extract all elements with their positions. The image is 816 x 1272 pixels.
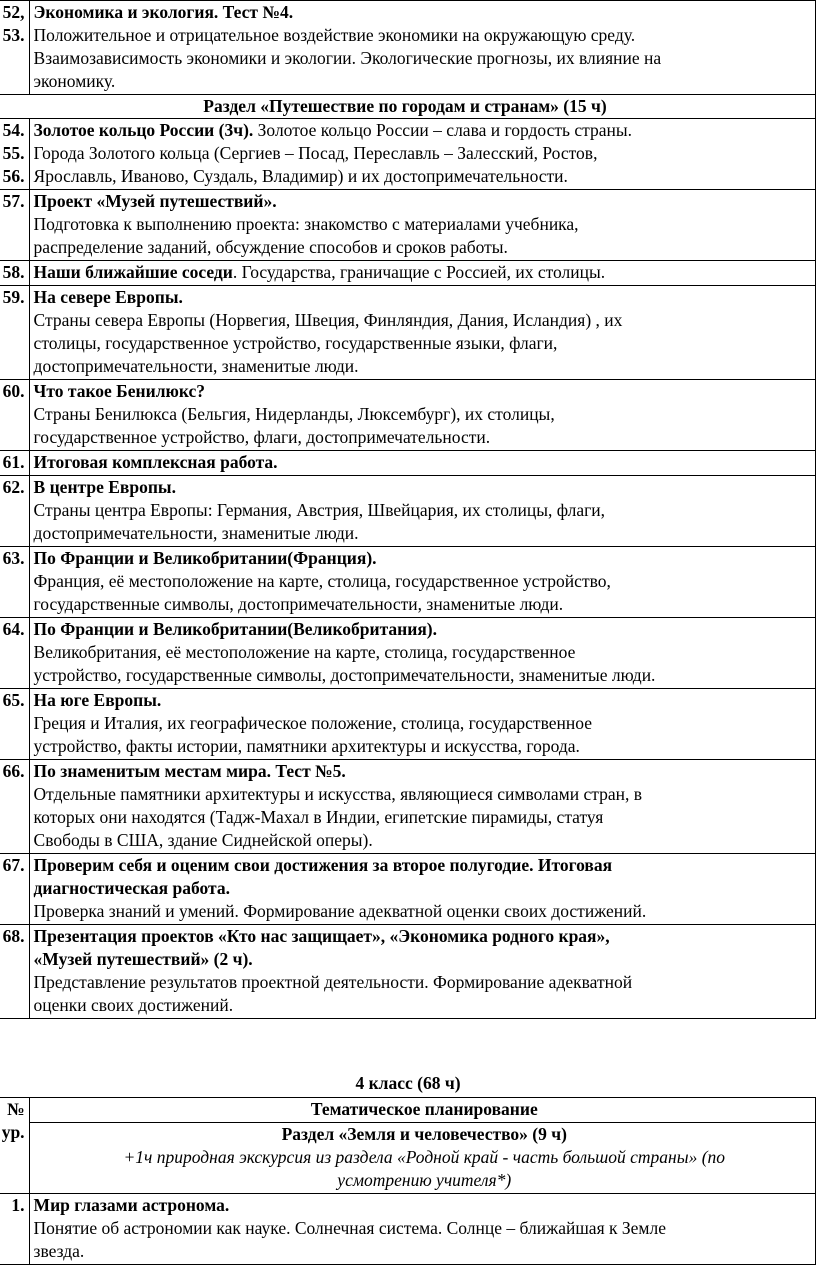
lesson-desc-line: звезда. — [33, 1241, 85, 1261]
lesson-number-header-text: № ур. — [1, 1099, 25, 1142]
lesson-title-line — [34, 380, 815, 403]
lesson-number — [0, 925, 29, 1019]
lesson-title: В центре Европы. — [33, 477, 176, 497]
lesson-title: Проект «Музей путешествий». — [33, 191, 277, 211]
section-note-line-2: усмотрению учителя*) — [337, 1170, 512, 1190]
lesson-number-text: 52, 53. — [2, 2, 25, 45]
lesson-title-line — [34, 1, 815, 24]
lesson-content — [29, 618, 815, 689]
lesson-number-text: 59. — [2, 287, 25, 307]
lesson-number — [0, 119, 29, 190]
lesson-desc-line: устройство, факты истории, памятники архитектуры и искусства, города. — [33, 736, 580, 756]
lesson-number-text: 57. — [2, 191, 25, 211]
table-row — [0, 261, 816, 286]
lesson-content — [29, 1, 815, 95]
lesson-desc-line: Страны севера Европы (Норвегия, Швеция, Финляндия, Дания, Исландия) , их — [33, 310, 623, 330]
lesson-desc-line: Взаимозависимость экономики и экологии. Экологические прогнозы, их влияние на — [33, 48, 662, 68]
lesson-number — [0, 547, 29, 618]
lesson-number — [0, 476, 29, 547]
table-row — [0, 119, 816, 190]
lesson-content — [29, 286, 815, 380]
lesson-title-line — [34, 618, 815, 641]
lesson-number — [0, 451, 29, 476]
lesson-desc-line: Положительное и отрицательное воздействие экономики на окружающую среду. — [33, 25, 636, 45]
lesson-title-line: диагностическая работа. — [33, 878, 230, 898]
lesson-desc-line: Представление результатов проектной деятельности. Формирование адекватной — [33, 972, 633, 992]
lesson-content — [29, 190, 815, 261]
lesson-content — [29, 119, 815, 190]
lesson-title-line — [34, 190, 815, 213]
table-row — [0, 1, 816, 95]
table-row — [0, 190, 816, 261]
lesson-content — [29, 451, 815, 476]
table-row — [0, 451, 816, 476]
lesson-number-text: 64. — [2, 619, 25, 639]
lesson-desc-line: Страны Бенилюкса (Бельгия, Нидерланды, Люксембург), их столицы, — [33, 404, 555, 424]
lesson-desc-line: которых они находятся (Тадж-Махал в Индии, египетские пирамиды, статуя — [33, 807, 604, 827]
table-row — [0, 380, 816, 451]
lesson-number-text: 65. — [2, 690, 25, 710]
lesson-title: По Франции и Великобритании(Великобритания). — [33, 619, 438, 639]
lesson-number-text: 67. — [2, 855, 25, 875]
lesson-desc-line: оценки своих достижений. — [33, 995, 234, 1015]
lesson-title: Мир глазами астронома. — [33, 1195, 230, 1215]
lesson-desc-line: распределение заданий, обсуждение способов и сроков работы. — [33, 237, 508, 257]
section-title: Раздел «Земля и человечество» (9 ч) — [281, 1124, 567, 1144]
lesson-content — [29, 925, 815, 1019]
lesson-title: На юге Европы. — [33, 690, 162, 710]
lesson-title-line — [34, 451, 815, 474]
lesson-title-line: Презентация проектов «Кто нас защищает», «Экономика родного края», — [33, 926, 610, 946]
lesson-number-text: 54. 55. 56. — [2, 120, 25, 186]
lesson-title-line — [34, 476, 815, 499]
table-row — [0, 925, 816, 1019]
lesson-title: По знаменитым местам мира. Тест №5. — [33, 761, 346, 781]
grade-heading: 4 класс (68 ч) — [355, 1073, 461, 1093]
lesson-number — [0, 760, 29, 854]
lesson-title-rest: . Государства, граничащие с Россией, их столицы. — [232, 262, 606, 282]
lesson-desc-line: экономику. — [33, 71, 116, 91]
lesson-number-text: 66. — [2, 761, 25, 781]
lesson-number — [0, 261, 29, 286]
grade4-section-row — [0, 1123, 816, 1194]
lesson-desc-line: столицы, государственное устройство, государственные языки, флаги, — [33, 333, 558, 353]
lesson-desc-line: достопримечательности, знаменитые люди. — [33, 523, 359, 543]
lesson-title: Итоговая комплексная работа. — [33, 452, 278, 472]
lesson-number-text: 62. — [2, 477, 25, 497]
lesson-number-text: 61. — [2, 452, 25, 472]
table-row — [0, 286, 816, 380]
lesson-desc-line: Страны центра Европы: Германия, Австрия, Швейцария, их столицы, флаги, — [33, 500, 606, 520]
lesson-content — [29, 854, 815, 925]
lesson-number-text: 60. — [2, 381, 25, 401]
table-row — [0, 547, 816, 618]
lesson-number-text: 58. — [2, 262, 25, 282]
lesson-desc-line: Понятие об астрономии как науке. Солнечная система. Солнце – ближайшая к Земле — [33, 1218, 666, 1238]
lesson-desc-line: Греция и Италия, их географическое положение, столица, государственное — [33, 713, 592, 733]
section-earth-humanity — [29, 1123, 815, 1194]
lesson-desc-line: государственные символы, достопримечательности, знаменитые люди. — [33, 594, 564, 614]
lesson-number: 1. — [0, 1194, 29, 1265]
lesson-title: Золотое кольцо России (3ч). — [33, 120, 254, 140]
lesson-number — [0, 380, 29, 451]
lesson-title-line: «Музей путешествий» (2 ч). — [33, 949, 253, 969]
lesson-desc-line: государственное устройство, флаги, достопримечательности. — [33, 427, 491, 447]
lesson-title-line — [34, 547, 815, 570]
lesson-title-rest: Золотое кольцо России – слава и гордость страны. — [253, 120, 633, 140]
lesson-desc-line: Ярославль, Иваново, Суздаль, Владимир) и их достопримечательности. — [33, 166, 568, 186]
lesson-title-line — [34, 689, 815, 712]
lesson-number — [0, 1, 29, 95]
grade4-header-row — [0, 1098, 816, 1123]
lesson-title-line — [34, 286, 815, 309]
lesson-desc-line: Города Золотого кольца (Сергиев – Посад, Переславль – Залесский, Ростов, — [33, 143, 598, 163]
table-row — [0, 1194, 816, 1265]
lesson-title: Экономика и экология. Тест №4. — [33, 2, 294, 22]
lesson-desc-line: Подготовка к выполнению проекта: знакомство с материалами учебника, — [33, 214, 579, 234]
section-note-line-1: +1ч природная экскурсия из раздела «Родной край - часть большой страны» (по — [123, 1147, 726, 1167]
lesson-number — [0, 286, 29, 380]
lesson-title: На севере Европы. — [33, 287, 183, 307]
lesson-title-line: Проверим себя и оценим свои достижения за второе полугодие. Итоговая — [33, 855, 613, 875]
lesson-content — [29, 476, 815, 547]
table-row — [0, 618, 816, 689]
table-row — [0, 476, 816, 547]
lesson-title: По Франции и Великобритании(Франция). — [33, 548, 377, 568]
lesson-content — [29, 1194, 815, 1265]
lesson-content — [29, 547, 815, 618]
lesson-title-line — [34, 261, 815, 284]
lesson-title: Наши ближайшие соседи — [33, 262, 233, 282]
thematic-planning-header: Тематическое планирование — [29, 1098, 815, 1123]
lesson-desc-line: устройство, государственные символы, достопримечательности, знаменитые люди. — [33, 665, 656, 685]
table-row — [0, 689, 816, 760]
lesson-number — [0, 190, 29, 261]
lesson-number-header — [0, 1098, 29, 1194]
lesson-desc-line: Отдельные памятники архитектуры и искусства, являющиеся символами стран, в — [33, 784, 642, 804]
lesson-desc-line: достопримечательности, знаменитые люди. — [33, 356, 359, 376]
lesson-title-line — [34, 760, 815, 783]
lesson-number-text: 68. — [2, 926, 25, 946]
lesson-content — [29, 760, 815, 854]
table-row — [0, 760, 816, 854]
lesson-desc-line: Проверка знаний и умений. Формирование адекватной оценки своих достижений. — [33, 901, 647, 921]
lesson-title: Что такое Бенилюкс? — [33, 381, 206, 401]
lesson-number — [0, 689, 29, 760]
lesson-number-text: 63. — [2, 548, 25, 568]
lesson-number — [0, 618, 29, 689]
lesson-desc-line: Франция, её местоположение на карте, столица, государственное устройство, — [33, 571, 611, 591]
lesson-desc-line: Свободы в США, здание Сиднейской оперы). — [33, 830, 373, 850]
lesson-number — [0, 854, 29, 925]
lesson-title-line — [34, 119, 815, 142]
lesson-content — [29, 689, 815, 760]
lesson-content — [29, 380, 815, 451]
lesson-desc-line: Великобритания, её местоположение на карте, столица, государственное — [33, 642, 576, 662]
grade4-table — [0, 1097, 816, 1265]
lesson-content — [29, 261, 815, 286]
section-row — [0, 95, 816, 119]
section-title: Раздел «Путешествие по городам и странам» (15 ч) — [0, 95, 816, 119]
table-row — [0, 854, 816, 925]
